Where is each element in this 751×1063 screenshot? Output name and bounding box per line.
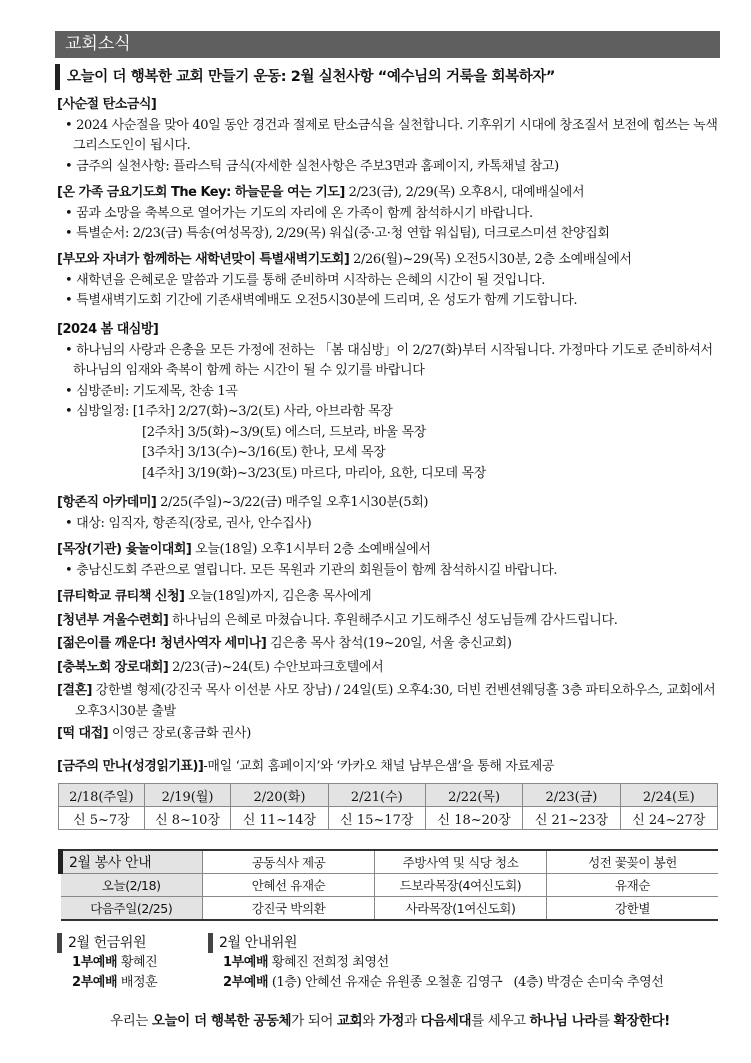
schedule-line: [4주차] 3/19(화)~3/23(토) 마르다, 마리아, 요한, 디모데 목장 (142, 465, 486, 481)
notice-detail: 하나님의 은혜로 마쳤습니다. 후원해주시고 기도해주신 성도님들께 감사드립니다. (172, 613, 618, 628)
bullet-item: • 충남신도회 주관으로 열립니다. 모든 목원과 기관의 회원들이 함께 참석하시길 바랍니다. (65, 561, 727, 582)
table-row (59, 807, 718, 830)
table-cell-chapter: 신 8~10장 (144, 807, 230, 830)
section-header-bar (55, 31, 720, 58)
table-row (59, 784, 718, 807)
notice-heading: [부모와 자녀가 함께하는 새학년맞이 특별새벽기도회] (57, 252, 350, 267)
notice-heading: [금주의 만나(성경읽기표)] (57, 759, 204, 774)
table-cell-day: 2/22(목) (425, 784, 522, 807)
table-cell: 드보라목장(4여신도회) (375, 874, 547, 897)
table-row (61, 874, 719, 897)
text-run: 가 되어 (291, 1013, 337, 1029)
role-names: 황혜진 (120, 955, 158, 970)
table-cell: 유재순 (547, 874, 719, 897)
bullet-item: • 새학년을 은혜로운 말씀과 기도를 통해 준비하며 시작하는 은혜의 시간이 될 것입니다. (65, 271, 727, 292)
text-run: 과 (404, 1013, 421, 1029)
role-title: 2월 헌금위원 (57, 933, 157, 953)
table-cell-chapter: 신 15~17장 (328, 807, 425, 830)
notice-block-5 (57, 493, 727, 534)
table-cell: 강진국 박의환 (203, 897, 375, 921)
keyword: 확장한다! (613, 1013, 670, 1029)
service-table (58, 849, 718, 921)
role-names: 황혜진 전희정 최영선 (271, 955, 389, 970)
bullet-item: • 심방준비: 기도제목, 찬송 1곡 (65, 382, 727, 403)
bullet-item: • 하나님의 사랑과 은총을 모든 가정에 전하는 「봄 대심방」이 2/27(화)부터 시작됩니다. 가정마다 기도로 준비하셔서 하나님의 임재와 축복이 함께 하는 시간이 될 수 있기를 바랍니다 (65, 341, 727, 382)
text-run: 를 (597, 1013, 614, 1029)
notice-block-3 (57, 250, 727, 312)
schedule-line: [3주차] 3/13(수)~3/16(토) 한나, 모세 목장 (142, 445, 386, 460)
table-cell-day: 2/19(월) (144, 784, 230, 807)
table-cell-day: 2/24(토) (620, 784, 717, 807)
reading-plan-table (58, 783, 718, 830)
notice-block-11 (57, 681, 727, 722)
notice-detail: 오늘(18일) 오후1시부터 2층 소예배실에서 (195, 542, 431, 557)
notice-block-1 (57, 95, 727, 177)
role-names: (1층) 안혜선 유재순 유원종 오철훈 김영구 (4층) 박경순 손미숙 추영선 (271, 975, 664, 990)
role-label: 2부예배 (72, 975, 118, 990)
notice-heading: [결혼] (57, 683, 92, 698)
notice-detail: 2/26(월)~29(목) 오전5시30분, 2층 소예배실에서 (353, 252, 632, 267)
keyword: 가정 (378, 1013, 405, 1029)
table-row (61, 850, 719, 874)
notice-block-2 (57, 183, 727, 245)
column-header: 공동식사 제공 (203, 850, 375, 874)
section-header: 교회소식 (65, 34, 131, 54)
text-run: 우리는 (110, 1013, 152, 1029)
column-header: 주방사역 및 식당 청소 (375, 850, 547, 874)
table-cell-chapter: 신 5~7장 (59, 807, 145, 830)
bullet-item: • 심방일정: [1주차] 2/27(화)~3/2(토) 사라, 아브라함 목장 (65, 402, 727, 423)
table-cell-day: 2/20(화) (231, 784, 328, 807)
table-cell-day: 2/21(수) (328, 784, 425, 807)
table-cell: 강한별 (547, 897, 719, 921)
text-run: 를 세우고 (471, 1013, 530, 1029)
keyword: 오늘이 더 행복한 공동체 (151, 1013, 292, 1029)
notice-heading: [떡 대접] (57, 726, 109, 741)
role-label: 2부예배 (223, 975, 269, 990)
role-title: 2월 안내위원 (208, 933, 728, 953)
offering-committee (57, 933, 157, 993)
table-row (61, 897, 719, 921)
notice-block-4 (57, 320, 727, 484)
notice-heading: [온 가족 금요기도회 The Key: 하늘문을 여는 기도] (57, 185, 345, 200)
bullet-item: • 대상: 임직자, 항존직(장로, 권사, 안수집사) (65, 514, 727, 535)
notice-detail: 2/23(금)~24(토) 수안보파크호텔에서 (172, 660, 384, 675)
notice-block-10 (57, 658, 727, 679)
role-label: 1부예배 (72, 955, 118, 970)
notice-detail: 2/23(금), 2/29(목) 오후8시, 대예배실에서 (348, 185, 585, 200)
bullet-item: • 특별순서: 2/23(금) 특송(여성목장), 2/29(목) 워십(중·고·청 연합 워십팀), 더크로스미션 찬양집회 (65, 224, 727, 245)
bullet-item: • 2024 사순절을 맞아 40일 동안 경건과 절제로 탄소금식을 실천합니다. 기후위기 시대에 창조질서 보전에 힘쓰는 녹색 그리스도인이 됩시다. (65, 116, 727, 157)
notice-detail: -매일 ‘교회 홈페이지’와 ‘카카오 채널 남부은샘’을 통해 자료제공 (203, 759, 555, 774)
notice-heading: [목장(기관) 윷놀이대회] (57, 542, 192, 557)
schedule-line: [2주차] 3/5(화)~3/9(토) 에스더, 드보라, 바울 목장 (142, 424, 426, 440)
keyword: 하나님 나라 (529, 1013, 598, 1029)
bullet-item: • 꿈과 소망을 축복으로 열어가는 기도의 자리에 온 가족이 함께 참석하시기 바랍니다. (65, 204, 727, 225)
row-label: 오늘(2/18) (61, 874, 203, 897)
notice-heading: [젊은이를 깨운다! 청년사역자 세미나] (57, 636, 267, 651)
column-header: 성전 꽃꽂이 봉헌 (547, 850, 719, 874)
notice-detail: 2/25(주일)~3/22(금) 매주일 오후1시30분(5회) (160, 495, 429, 510)
keyword: 다음세대 (420, 1013, 472, 1029)
notice-detail: 이영근 장로(홍금화 권사) (111, 726, 251, 741)
table-cell: 사라목장(1여신도회) (375, 897, 547, 921)
role-label: 1부예배 (223, 955, 269, 970)
main-title: 오늘이 더 행복한 교회 만들기 운동: 2월 실천사항 “예수님의 거룩을 회복하자” (55, 64, 737, 90)
table-cell: 안혜선 유재순 (203, 874, 375, 897)
notice-detail: 김은총 목사 참석(19~20일, 서울 충신교회) (270, 636, 512, 651)
table-cell-day: 2/18(주일) (59, 784, 145, 807)
notice-block-9 (57, 634, 727, 655)
row-label: 다음주일(2/25) (61, 897, 203, 921)
service-title: 2월 봉사 안내 (61, 850, 203, 874)
notice-heading: [큐티학교 큐티책 신청] (57, 589, 185, 604)
bullet-item: • 금주의 실천사항: 플라스틱 금식(자세한 실천사항은 주보3면과 홈페이지, 카톡채널 참고) (65, 157, 727, 178)
table-cell-chapter: 신 18~20장 (425, 807, 522, 830)
table-cell-chapter: 신 11~14장 (231, 807, 328, 830)
role-names: 배정훈 (120, 975, 158, 990)
table-cell-day: 2/23(금) (523, 784, 620, 807)
table-cell-chapter: 신 21~23장 (523, 807, 620, 830)
notice-heading: [2024 봄 대심방] (57, 322, 159, 337)
table-cell-chapter: 신 24~27장 (620, 807, 717, 830)
notice-heading: [충북노회 장로대회] (57, 660, 169, 675)
notice-block-6 (57, 540, 727, 581)
notice-block-8 (57, 611, 727, 632)
usher-committee (208, 933, 728, 993)
reading-plan-heading-row (57, 757, 727, 778)
text-run: 와 (362, 1013, 379, 1029)
notice-heading: [청년부 겨울수련회] (57, 613, 169, 628)
notice-heading: [사순절 탄소금식] (57, 97, 157, 112)
notice-detail: 강한별 형제(강진국 목사 이선분 사모 장남) / 24일(토) 오후4:30, 더빈 컨벤션웨딩홀 3층 파티오하우스, 교회에서 오후3시30분 출발 (75, 683, 716, 719)
vision-statement (60, 1009, 720, 1029)
notice-block-12 (57, 724, 727, 745)
bullet-item: • 특별새벽기도회 기간에 기존새벽예배도 오전5시30분에 드리며, 온 성도가 함께 기도합니다. (65, 291, 727, 312)
notice-block-7 (57, 587, 727, 608)
notice-detail: 오늘(18일)까지, 김은총 목사에게 (188, 589, 372, 604)
keyword: 교회 (336, 1013, 363, 1029)
notice-heading: [항존직 아카데미] (57, 495, 157, 510)
